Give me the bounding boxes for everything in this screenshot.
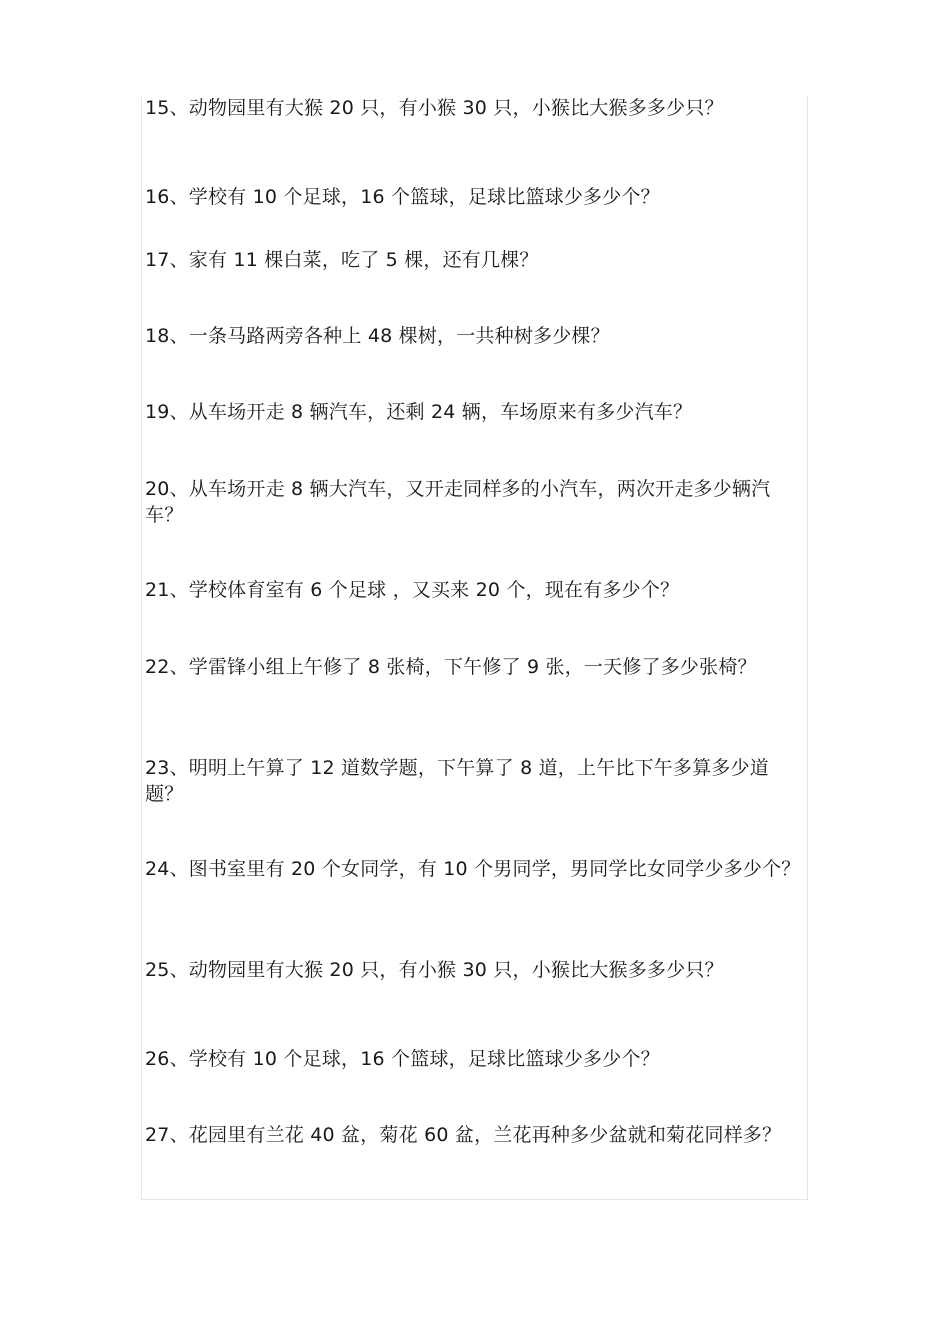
question-19: 19、从车场开走 8 辆汽车，还剩 24 辆，车场原来有多少汽车？ <box>145 401 693 423</box>
question-23: 23、明明上午算了 12 道数学题，下午算了 8 道，上午比下午多算多少道题？ <box>145 757 770 805</box>
question-18: 18、一条马路两旁各种上 48 棵树，一共种树多少棵？ <box>145 325 610 347</box>
question-22: 22、学雷锋小组上午修了 8 张椅，下午修了 9 张，一天修了多少张椅？ <box>145 656 757 678</box>
question-25: 25、动物园里有大猴 20 只，有小猴 30 只，小猴比大猴多多少只？ <box>145 959 724 981</box>
question-15: 15、动物园里有大猴 20 只，有小猴 30 只，小猴比大猴多多少只？ <box>145 97 724 119</box>
question-24: 24、图书室里有 20 个女同学，有 10 个男同学，男同学比女同学少多少个？ <box>145 858 801 880</box>
question-20: 20、从车场开走 8 辆大汽车，又开走同样多的小汽车，两次开走多少辆汽车？ <box>145 478 771 526</box>
question-16: 16、学校有 10 个足球，16 个篮球，足球比篮球少多少个？ <box>145 186 660 208</box>
question-21: 21、学校体育室有 6 个足球 ，又买来 20 个，现在有多少个？ <box>145 579 680 601</box>
question-17: 17、家有 11 棵白菜，吃了 5 棵，还有几棵？ <box>145 249 539 271</box>
question-27: 27、花园里有兰花 40 盆，菊花 60 盆，兰花再种多少盆就和菊花同样多？ <box>145 1124 782 1146</box>
question-26: 26、学校有 10 个足球，16 个篮球，足球比篮球少多少个？ <box>145 1048 660 1070</box>
